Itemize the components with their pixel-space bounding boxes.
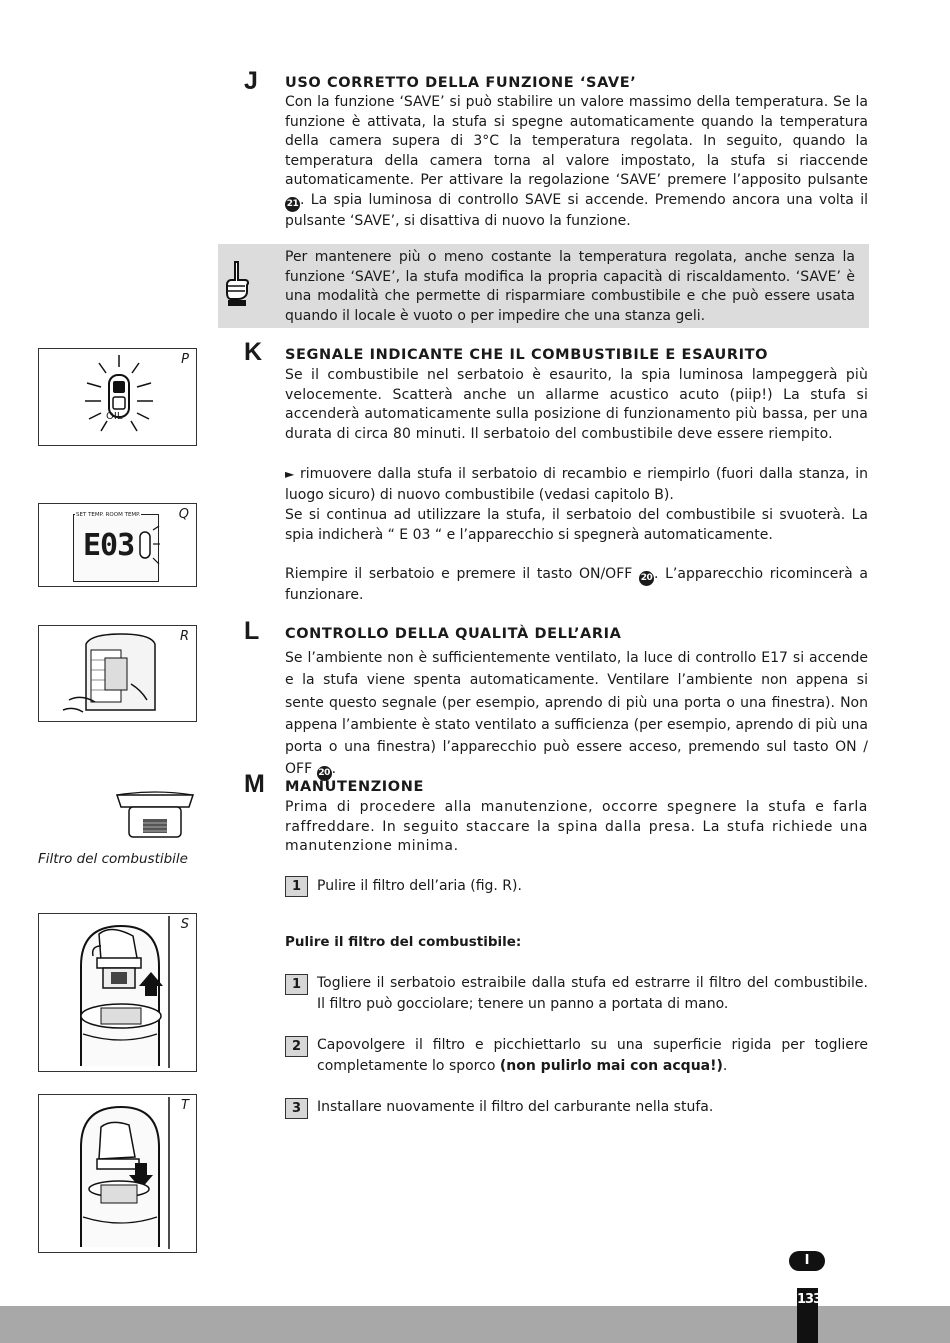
- section-letter-j: J: [244, 67, 258, 95]
- section-letter-m: M: [244, 770, 265, 798]
- section-m-paragraph: Prima di procedere alla manutenzione, occorre spegnere la stufa e farla raffreddare. In seguito staccare la spina dalla presa. La stufa richiede una manutenzione minima.: [285, 799, 868, 854]
- step-text-end: .: [722, 1057, 728, 1074]
- section-letter-l: L: [244, 617, 260, 645]
- figure-p: [38, 348, 197, 446]
- blinking-light-icon: [135, 524, 161, 570]
- figure-r: [38, 625, 197, 722]
- section-k-p3-end: . L’apparecchio ricomincerà a funzionare.: [285, 566, 868, 603]
- step-text-warning: (non pulirlo mai con acqua!): [499, 1057, 723, 1074]
- section-k-bullet-text: rimuovere dalla stufa il serbatoio di recambio e riempirlo (fuori dalla stanza, in luogo sicuro) di nuovo combustibile (vedasi capitolo B).: [285, 466, 868, 503]
- section-heading-j: USO CORRETTO DELLA FUNZIONE ‘SAVE’: [285, 75, 637, 91]
- figure-label: R: [179, 629, 189, 644]
- step-number: 3: [285, 1098, 308, 1119]
- heater-air-filter-illustration: [61, 630, 171, 718]
- button-20-icon: 20: [317, 766, 332, 781]
- section-j-text: Con la funzione ‘SAVE’ si può stabilire un valore massimo della temperatura. Se la funzione è attivata, la stufa si spegne automaticamente quando la temperatura della camera supera di 3°C la temperatura regolata. In seguito, quando la temperatura della camera torna al valore impostato, la stufa si riaccende automaticamente. Per attivare la regolazione ‘SAVE’ premere l’apposito pulsante: [285, 94, 868, 188]
- oil-label: OIL: [106, 411, 123, 422]
- section-letter-k: K: [244, 338, 263, 366]
- step-text: Togliere il serbatoio estraibile dalla stufa ed estrarre il filtro del combustibile. Il filtro può gocciolare; tenere un panno a portata di mano.: [317, 975, 868, 1012]
- section-k-p3-text: Riempire il serbatoio e premere il tasto ON/OFF: [285, 566, 633, 582]
- step-number: 1: [285, 876, 308, 897]
- remove-fuel-filter-illustration: [41, 916, 191, 1068]
- step-number: 2: [285, 1036, 308, 1057]
- step-text: [317, 1035, 868, 1076]
- step-number: 1: [285, 974, 308, 995]
- section-k-bullet: [285, 464, 868, 506]
- figure-label: P: [181, 352, 189, 367]
- display-header: SET TEMP. ROOM TEMP.: [76, 512, 141, 518]
- section-heading-k: SEGNALE INDICANTE CHE IL COMBUSTIBILE E ESAURITO: [285, 347, 769, 363]
- note-text: Per mantenere più o meno costante la temperatura regolata, anche senza la funzione ‘SAVE’, la stufa modifica la propria capacità di riscaldamento. ‘SAVE’ è una modalità che permette di risparmiare combustibile e che può essere usata quando il locale è vuoto o per impedire che una stanza geli.: [285, 249, 855, 324]
- section-l-text: Se l’ambiente non è sufficientemente ventilato, la luce di controllo E17 si accende e la stufa viene spenta automaticamente. Ventilare l’ambiente non appena si sente questo segnale (per esempio, aprendo di più una porta o una finestra). Non appena l’ambiente è stato ventilato a sufficienza (per esempio, aprendo di più una porta o una finestra) l’apparecchio può essere acceso, premendo sul tasto ON / OFF: [285, 650, 868, 778]
- step-text: Pulire il filtro dell’aria (fig. R).: [317, 878, 522, 894]
- fuel-filter-illustration: [115, 789, 195, 845]
- section-heading-l: CONTROLLO DELLA QUALITÀ DELL’ARIA: [285, 626, 622, 642]
- bullet-arrow-icon: ►: [285, 467, 295, 481]
- figure-t: [38, 1094, 197, 1253]
- button-21-icon: 21: [285, 197, 300, 212]
- section-l-paragraph: [285, 647, 868, 781]
- step-text: Installare nuovamente il filtro del carburante nella stufa.: [317, 1099, 714, 1115]
- figure-label: Q: [178, 507, 189, 522]
- button-20-icon: 20: [639, 571, 654, 586]
- page-number: 133: [797, 1288, 818, 1343]
- error-code-display: E03: [83, 528, 135, 563]
- pointing-hand-icon: [223, 258, 253, 314]
- fuel-filter-heading: Pulire il filtro del combustibile:: [285, 934, 522, 950]
- language-badge: I: [789, 1251, 825, 1271]
- figure-s: [38, 913, 197, 1072]
- section-j-text-end: . La spia luminosa di controllo SAVE si accende. Premendo ancora una volta il pulsante ‘SAVE’, si disattiva di nuovo la funzione.: [285, 191, 868, 229]
- oil-warning-light-icon: [79, 353, 159, 443]
- fuel-filter-caption: Filtro del combustibile: [38, 851, 188, 867]
- section-heading-m: MANUTENZIONE: [285, 779, 424, 795]
- figure-label: S: [180, 917, 189, 932]
- figure-q: [38, 503, 197, 587]
- install-fuel-filter-illustration: [41, 1097, 191, 1249]
- section-j-paragraph: [285, 93, 868, 231]
- figure-label: T: [181, 1098, 189, 1113]
- section-k-paragraph-2: Se si continua ad utilizzare la stufa, il serbatoio del combustibile si svuoterà. La spia indicherà “ E 03 “ e l’apparecchio si spegnerà automaticamente.: [285, 507, 868, 543]
- section-l-end: .: [331, 761, 337, 778]
- step-text-main: Capovolgere il filtro e picchiettarlo su una superficie rigida per togliere completamente lo sporco: [317, 1037, 868, 1074]
- section-k-paragraph-3: [285, 565, 868, 606]
- section-k-paragraph-1: Se il combustibile nel serbatoio è esaurito, la spia luminosa lampeggerà più velocemente. Scatterà anche un allarme acustico acuto (piip!) La stufa si accenderà automaticamente sulla posizione di funzionamento più bassa, per una durata di circa 80 minuti. Il serbatoio del combustibile deve essere riempito.: [285, 367, 868, 442]
